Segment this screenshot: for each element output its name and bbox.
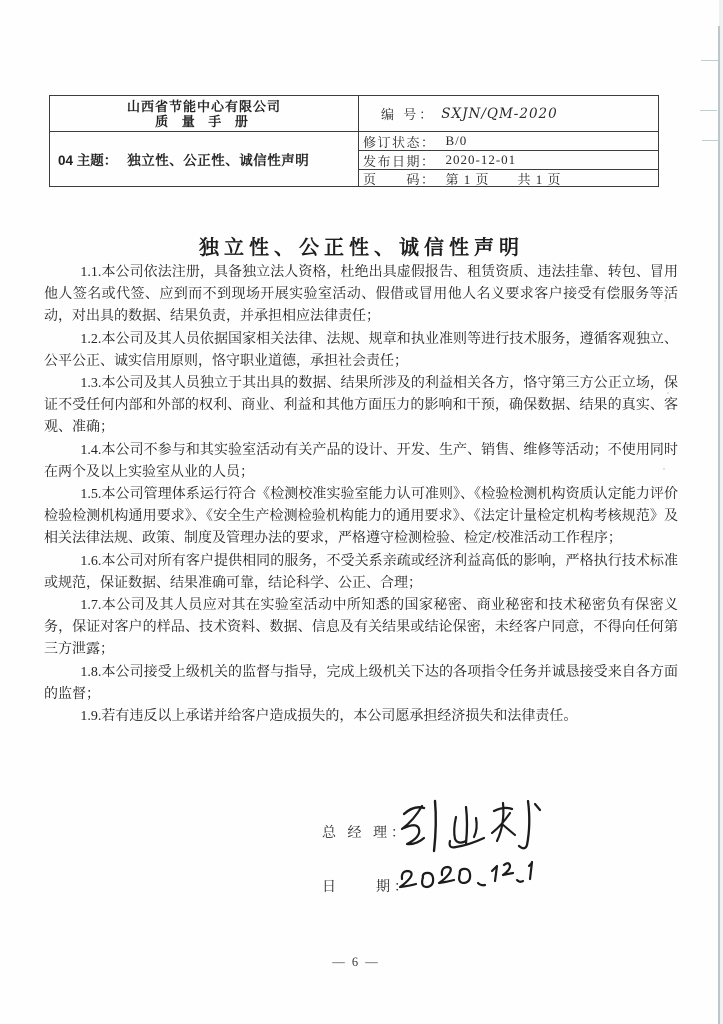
scan-tick-mark <box>700 110 717 111</box>
handwritten-date <box>396 856 536 892</box>
doc-code-value: SXJN/QM-2020 <box>441 105 558 122</box>
revision-label: 修订状态： <box>363 134 436 150</box>
declaration-paragraph: 1.2.本公司及其人员依据国家相关法律、法规、规章和执业准则等进行技术服务，遵循客观独立、公平公正、诚实信用原则，恪守职业道德，承担社会责任； <box>44 331 678 369</box>
header-revision-row <box>358 131 658 150</box>
page-number: — 6 — <box>332 955 380 969</box>
header-table <box>49 95 659 187</box>
general-manager-handwritten-signature <box>398 798 548 856</box>
general-manager-label: 总 经 理： <box>322 826 409 841</box>
declaration-paragraph: 1.8.本公司接受上级机关的监督与指导，完成上级机关下达的各项指令任务并诚恳接受来自各方面的监督； <box>44 664 678 702</box>
scan-tick-mark <box>702 140 719 141</box>
issue-date-label: 发布日期： <box>363 153 436 169</box>
subject-label: 04 主题： <box>58 153 118 168</box>
manual-title: 质 量 手 册 <box>155 113 253 129</box>
declaration-paragraph: 1.6.本公司对所有客户提供相同的服务，不受关系亲疏或经济利益高低的影响，严格执行技术标准或规范，保证数据、结果准确可靠，结论科学、公正、合理； <box>44 553 678 591</box>
revision-value: B/0 <box>445 133 468 148</box>
header-subject-cell <box>50 131 358 186</box>
declaration-title: 独立性、公正性、诚信性声明 <box>199 237 524 259</box>
declaration-paragraph: 1.3.本公司及其人员独立于其出具的数据、结果所涉及的利益相关各方，恪守第三方公正立场，保证不受任何内部和外部的权利、商业、利益和其他方面压力的影响和干预，确保数据、结果的真实、客观、准确； <box>44 376 678 436</box>
page-code-value: 第 1 页 共 1 页 <box>445 171 562 186</box>
declaration-paragraph: 1.5.本公司管理体系运行符合《检测校准实验室能力认可准则》、《检验检测机构资质认定能力评价 检验检测机构通用要求》、《安全生产检测检验机构能力的通用要求》、《法定计量检定机构考核规范》及相关法律法规、政策、制度及管理办法的要求，严格遵守检测检验、检定/校准活动工作程序； <box>44 487 692 547</box>
doc-code-label: 编 号： <box>381 107 436 122</box>
declaration-paragraph: 1.4.本公司不参与和其实验室活动有关产品的设计、开发、生产、销售、维修等活动；不使用同时在两个及以上实验室从业的人员； <box>44 442 678 480</box>
declaration-paragraph: 1.1.本公司依法注册，具备独立法人资格，杜绝出具虚假报告、租赁资质、违法挂靠、转包、冒用他人签名或代签、应到而不到现场开展实验室活动、假借或冒用他人名义要求客户接受有偿服务等活动，对出具的数据、结果负责，并承担相应法律责任； <box>44 265 678 325</box>
header-code-cell <box>358 96 658 131</box>
declaration-paragraph: 1.9.若有违反以上承诺并给客户造成损失的，本公司愿承担经济损失和法律责任。 <box>80 709 578 725</box>
issue-date-value: 2020-12-01 <box>445 152 517 167</box>
declaration-body <box>44 262 692 728</box>
scan-tick-mark <box>701 60 718 61</box>
header-page-code-row <box>358 169 658 186</box>
header-issue-date-row <box>358 150 658 169</box>
company-name: 山西省节能中心有限公司 <box>126 98 281 114</box>
subject-value: 独立性、公正性、诚信性声明 <box>127 153 310 168</box>
date-label: 日 期： <box>322 880 412 895</box>
declaration-paragraph: 1.7.本公司及其人员应对其在实验室活动中所知悉的国家秘密、商业秘密和技术秘密负有保密义务，保证对客户的样品、技术资料、数据、信息及有关结果或结论保密，未经客户同意，不得向任何第三方泄露； <box>44 598 678 658</box>
scan-edge-line <box>718 26 720 1024</box>
page-code-label: 页 码： <box>363 171 436 186</box>
header-company-cell <box>50 96 358 131</box>
